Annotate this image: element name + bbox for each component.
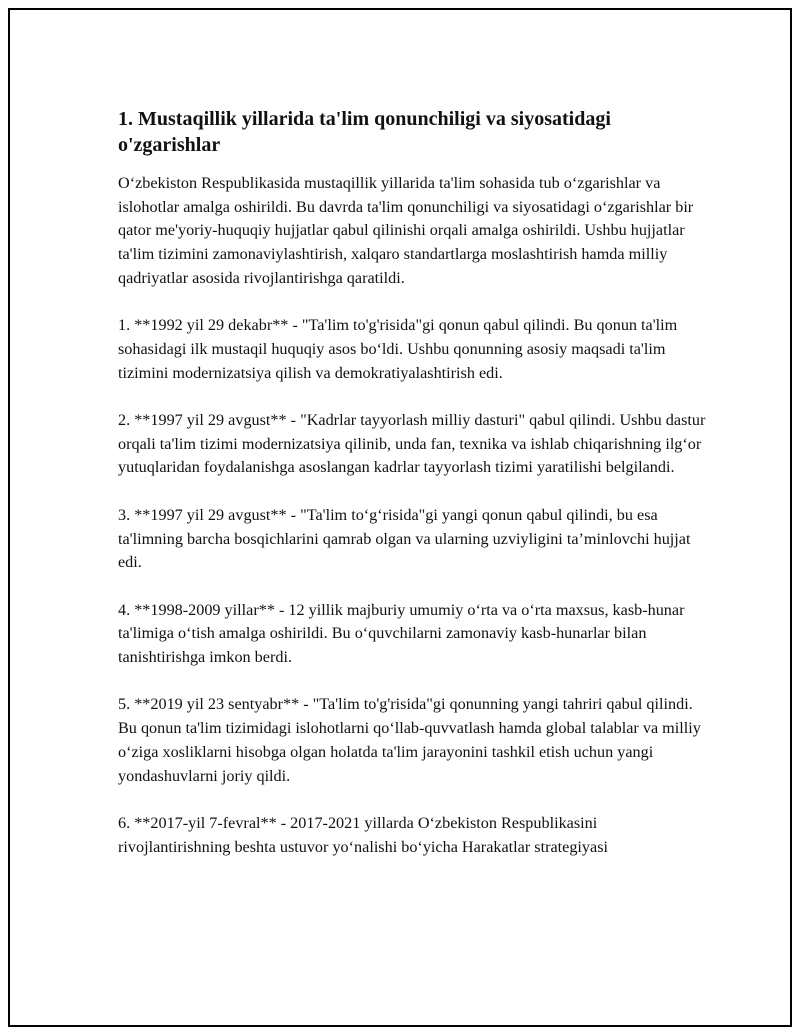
list-item-1992: 1. **1992 yil 29 dekabr** - "Ta'lim to'g'risida"gi qonun qabul qilindi. Bu qonun ta'lim sohasidagi ilk mustaqil huquqiy asos bo‘ldi. Ushbu qonunning asosiy maqsadi ta'lim tizimini modernizatsiya qilish va demokratiyalashtirish edi. (118, 316, 678, 382)
intro-paragraph: O‘zbekiston Respublikasida mustaqillik yillarida ta'lim sohasida tub o‘zgarishlar va islohotlar amalga oshirildi. Bu davrda ta'lim qonunchiligi va siyosatidagi o‘zgarishlar bir qator me'yoriy-huquqiy hujjatlar qabul qilinishi orqali amalga oshirildi. Ushbu hujjatlar ta'lim tizimini zamonaviylashtirish, xalqaro standartlarga moslashtirish hamda milliy qadriyatlar asosida rivojlantirishga qaratildi. (118, 174, 694, 287)
list-item-2019: 5. **2019 yil 23 sentyabr** - "Ta'lim to'g'risida"gi qonunning yangi tahriri qabul qilindi. Bu qonun ta'lim tizimidagi islohotlarni qo‘llab-quvvatlash hamda global talablar va milliy o‘ziga xosliklarni hisobga olgan holatda ta'lim jarayonini tashkil etish uchun yangi yondashuvlarni joriy qildi. (118, 695, 701, 785)
section-heading: 1. Mustaqillik yillarida ta'lim qonunchiligi va siyosatidagi o'zgarishlar (118, 108, 611, 156)
list-item-1997-program: 2. **1997 yil 29 avgust** - "Kadrlar tayyorlash milliy dasturi" qabul qilindi. Ushbu dastur orqali ta'lim tizimi modernizatsiya qilinib, unda fan, texnika va ishlab chiqarishning ilg‘or yutuqlaridan foydalanishga asoslangan kadrlar tayyorlash tizimi yaratilishi belgilandi. (118, 411, 706, 477)
document-page (8, 8, 792, 1027)
list-item-1997-law: 3. **1997 yil 29 avgust** - "Ta'lim to‘g‘risida"gi yangi qonun qabul qilindi, bu esa ta'limning barcha bosqichlarini qamrab olgan va ularning uzviyligini ta’minlovchi hujjat edi. (118, 505, 691, 572)
list-item-1998-2009: 4. **1998-2009 yillar** - 12 yillik majburiy umumiy o‘rta va o‘rta maxsus, kasb-hunar ta'limiga o‘tish amalga oshirildi. Bu o‘quvchilarni zamonaviy kasb-hunarlar bilan tanishtirishga imkon berdi. (118, 600, 685, 666)
list-item-2017: 6. **2017-yil 7-fevral** - 2017-2021 yillarda O‘zbekiston Respublikasini rivojlantirishning beshta ustuvor yo‘nalishi bo‘yicha Harakatlar strategiyasi (118, 813, 608, 856)
document-content (118, 106, 708, 883)
